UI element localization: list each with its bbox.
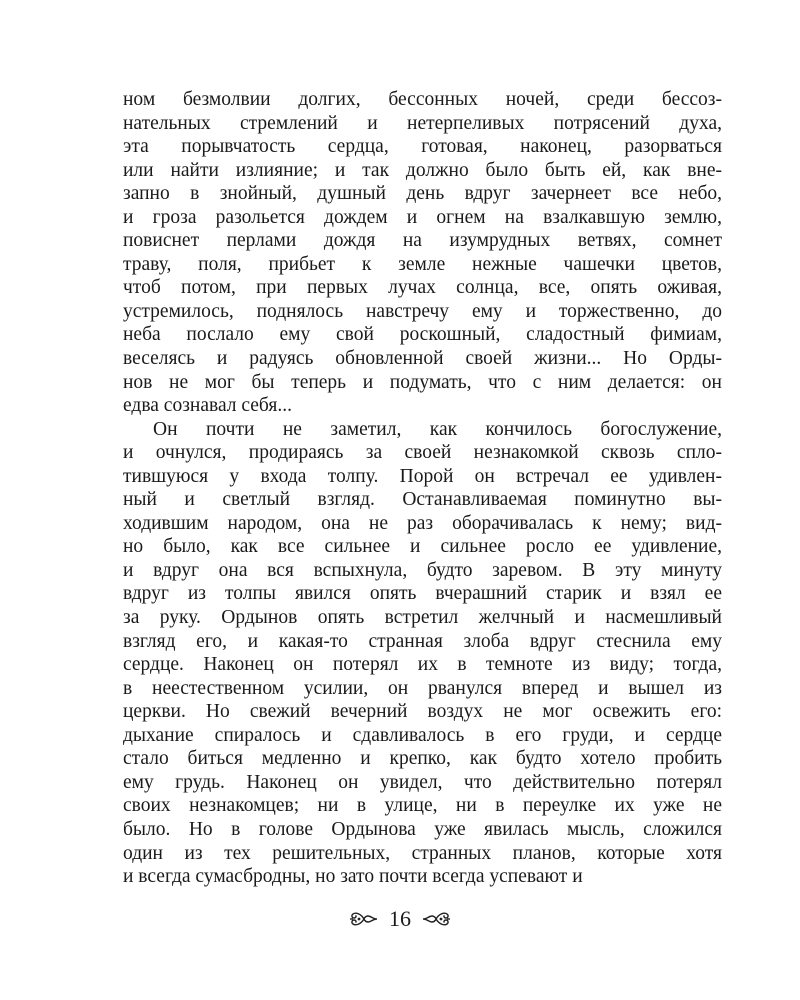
text-line: запно в знойный, душный день вдруг зачернеет все небо, [123, 183, 722, 205]
text-line: едва сознавал себя... [123, 395, 292, 417]
page-number: 16 [389, 906, 411, 931]
text-line: тившуюся у входа толпу. Порой он встречал ее удивлен- [123, 465, 722, 487]
text-line: было. Но в голове Ордынова уже явилась мысль, сложился [123, 818, 722, 840]
text-line: и гроза разольется дождем и огнем на взалкавшую землю, [123, 206, 722, 228]
text-line: траву, поля, прибьет к земле нежные чашечки цветов, [123, 253, 722, 275]
text-line: дыхание спиралось и сдавливалось в его груди, и сердце [123, 724, 722, 746]
page-footer [0, 904, 800, 934]
text-line: и вдруг она вся вспыхнула, будто заревом. В эту минуту [123, 559, 722, 581]
text-line: стало биться медленно и крепко, как будто хотело пробить [123, 748, 722, 770]
text-line: в неестественном усилии, он рванулся вперед и вышел из [123, 677, 722, 699]
page-text [123, 88, 722, 889]
text-line: и очнулся, продираясь за своей незнакомкой сквозь спло- [123, 442, 722, 464]
text-line: устремилось, поднялось навстречу ему и торжественно, до [123, 300, 722, 322]
text-line: эта порывчатость сердца, готовая, наконец, разорваться [123, 136, 722, 158]
right-ornament-icon [421, 908, 451, 930]
text-line: ему грудь. Наконец он увидел, что действительно потерял [123, 771, 722, 793]
text-line: церкви. Но свежий вечерний воздух не мог освежить его: [123, 701, 722, 723]
text-line: ходившим народом, она не раз оборачивалась к нему; вид- [123, 512, 722, 534]
text-line: за руку. Ордынов опять встретил желчный и насмешливый [123, 607, 722, 629]
text-line: ном безмолвии долгих, бессонных ночей, среди бессоз- [123, 89, 722, 110]
left-ornament-icon [349, 908, 379, 930]
text-line: и всегда сумасбродны, но зато почти всегда успевают и [123, 866, 583, 888]
text-line: чтоб потом, при первых лучах солнца, все, опять оживая, [123, 277, 722, 299]
text-line: вдруг из толпы явился опять вчерашний старик и взял ее [123, 583, 722, 605]
text-line: один из тех решительных, странных планов, которые хотя [123, 842, 722, 864]
text-line: сердце. Наконец он потерял их в темноте из виду; тогда, [123, 654, 722, 676]
text-line: нательных стремлений и нетерпеливых потрясений духа, [123, 112, 722, 134]
text-line: повиснет перлами дождя на изумрудных ветвях, сомнет [123, 230, 722, 252]
text-line: своих незнакомцев; ни в улице, ни в переулке их уже не [123, 795, 722, 817]
text-line: веселясь и радуясь обновленной своей жизни... Но Орды- [123, 348, 722, 370]
text-line: неба послало ему свой роскошный, сладостный фимиам, [123, 324, 722, 346]
text-line: взгляд его, и какая-то странная злоба вдруг стеснила ему [123, 630, 722, 652]
text-line: но было, как все сильнее и сильнее росло ее удивление, [123, 536, 722, 558]
text-line: нов не мог бы теперь и подумать, что с ним делается: он [123, 371, 722, 393]
paragraph-2 [123, 418, 722, 889]
text-line: Он почти не заметил, как кончилось богослужение, [153, 418, 722, 440]
paragraph-1 [123, 88, 722, 418]
text-line: ный и светлый взгляд. Останавливаемая поминутно вы- [123, 489, 722, 511]
text-line: или найти излияние; и так должно было быть ей, как вне- [123, 159, 722, 181]
